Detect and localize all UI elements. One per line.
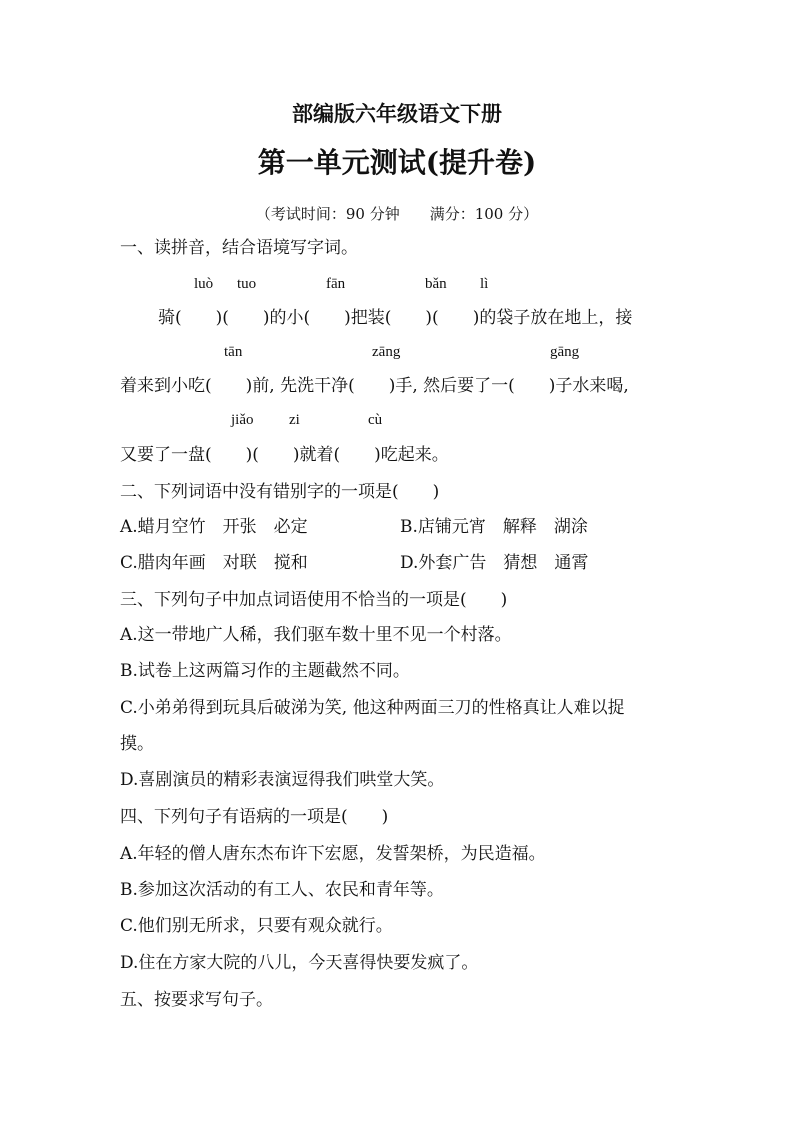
- q1-line-1: 骑( )( )的小( )把装( )( )的袋子放在地上，接: [158, 308, 633, 328]
- q3-option-d: D.喜剧演员的精彩表演逗得我们哄堂大笑。: [120, 770, 445, 790]
- pinyin-fan: fān: [326, 276, 346, 292]
- q1-heading: 一、读拼音，结合语境写字词。: [120, 238, 358, 258]
- q3-option-c-line1: C.小弟弟得到玩具后破涕为笑, 他这种两面三刀的性格真让人难以捉: [120, 698, 625, 718]
- pinyin-zi: zi: [289, 412, 300, 428]
- q2-option-c: C.腊肉年画 对联 搅和: [120, 553, 308, 573]
- q2-heading: 二、下列词语中没有错别字的一项是( ): [120, 482, 440, 502]
- pinyin-gang: gāng: [550, 344, 580, 360]
- q1-line-3: 又要了一盘( )( )就着( )吃起来。: [120, 445, 449, 465]
- q2-option-d: D.外套广告 猜想 通霄: [400, 553, 589, 573]
- pinyin-tuo: tuo: [237, 276, 257, 292]
- pinyin-cu: cù: [368, 412, 383, 428]
- q2-option-a: A.蜡月空竹 开张 必定: [120, 517, 308, 537]
- pinyin-ban: bǎn: [425, 276, 447, 292]
- pinyin-tan: tān: [224, 344, 243, 360]
- exam-meta: （考试时间：90 分钟 满分：100 分）: [255, 205, 539, 223]
- q4-option-d: D.住在方家大院的八儿，今天喜得快要发疯了。: [120, 953, 479, 973]
- q5-heading: 五、按要求写句子。: [120, 990, 273, 1010]
- q4-option-b: B.参加这次活动的有工人、农民和青年等。: [120, 880, 444, 900]
- q3-option-b: B.试卷上这两篇习作的主题截然不同。: [120, 661, 410, 681]
- q3-option-c-line2: 摸。: [120, 734, 154, 754]
- q2-option-b: B.店铺元宵 解释 湖涂: [400, 517, 588, 537]
- document-subtitle: 部编版六年级语文下册: [292, 101, 502, 126]
- pinyin-zang: zāng: [372, 344, 401, 360]
- q4-option-a: A.年轻的僧人唐东杰布许下宏愿，发誓架桥，为民造福。: [120, 844, 546, 864]
- q4-option-c: C.他们别无所求，只要有观众就行。: [120, 916, 393, 936]
- q3-option-a: A.这一带地广人稀，我们驱车数十里不见一个村落。: [120, 625, 512, 645]
- q4-heading: 四、下列句子有语病的一项是( ): [120, 807, 389, 827]
- document-title: 第一单元测试(提升卷): [257, 146, 537, 179]
- pinyin-jiao: jiǎo: [231, 412, 254, 428]
- pinyin-li: lì: [480, 276, 489, 292]
- pinyin-luo: luò: [194, 276, 214, 292]
- q3-heading: 三、下列句子中加点词语使用不恰当的一项是( ): [120, 590, 508, 610]
- q1-line-2: 着来到小吃( )前, 先洗干净( )手, 然后要了一( )子水来喝,: [120, 376, 629, 396]
